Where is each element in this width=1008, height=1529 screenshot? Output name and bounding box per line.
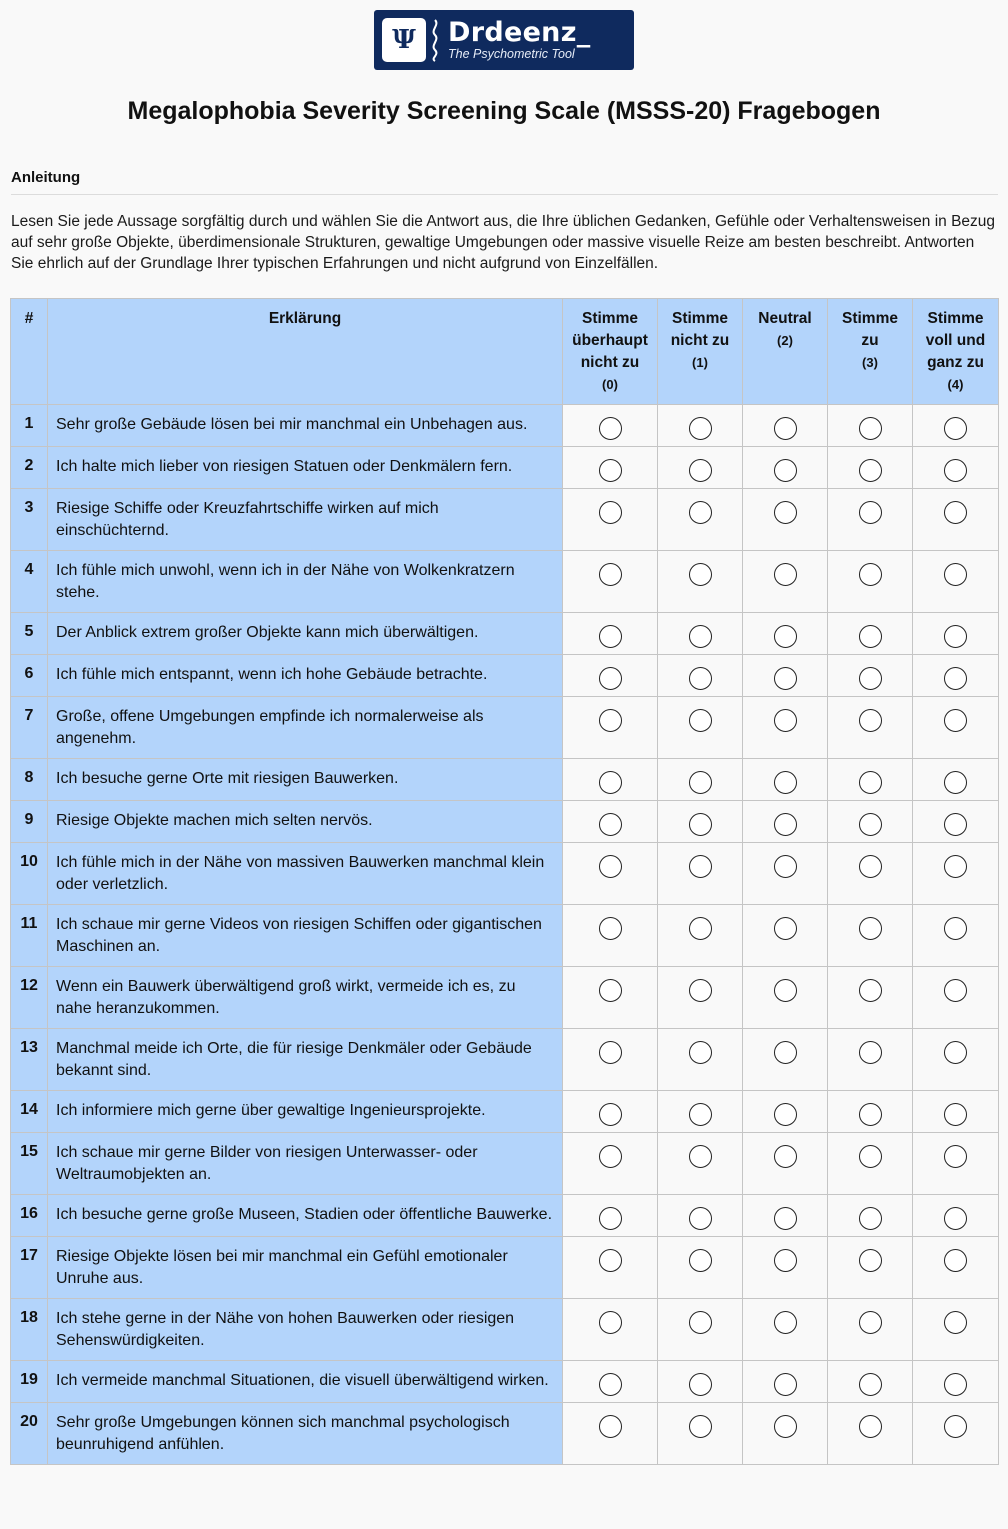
option-cell <box>658 843 743 905</box>
item-statement: Der Anblick extrem großer Objekte kann mich überwältigen. <box>48 613 563 655</box>
answer-radio-2[interactable] <box>774 771 797 794</box>
option-cell <box>743 905 828 967</box>
answer-radio-4[interactable] <box>944 1415 967 1438</box>
item-number: 10 <box>11 843 48 905</box>
table-body <box>11 405 999 1465</box>
option-cell <box>913 967 999 1029</box>
option-cell <box>913 1091 999 1133</box>
item-statement: Ich stehe gerne in der Nähe von hohen Bauwerken oder riesigen Sehenswürdigkeiten. <box>48 1299 563 1361</box>
header-option-label: Stimme überhaupt nicht zu <box>572 310 648 371</box>
option-cell <box>563 967 658 1029</box>
answer-radio-3[interactable] <box>859 459 882 482</box>
answer-radio-1[interactable] <box>689 1145 712 1168</box>
answer-radio-3[interactable] <box>859 979 882 1002</box>
header-option-2 <box>743 299 828 405</box>
answer-radio-4[interactable] <box>944 979 967 1002</box>
answer-radio-0[interactable] <box>599 667 622 690</box>
answer-radio-3[interactable] <box>859 1207 882 1230</box>
answer-radio-4[interactable] <box>944 1103 967 1126</box>
answer-radio-3[interactable] <box>859 1249 882 1272</box>
option-cell <box>913 843 999 905</box>
answer-radio-4[interactable] <box>944 813 967 836</box>
answer-radio-4[interactable] <box>944 563 967 586</box>
psi-logo-icon: Ψ <box>382 18 426 62</box>
option-cell <box>913 447 999 489</box>
answer-radio-1[interactable] <box>689 1415 712 1438</box>
answer-radio-0[interactable] <box>599 501 622 524</box>
option-cell <box>743 843 828 905</box>
answer-radio-1[interactable] <box>689 917 712 940</box>
option-cell <box>743 1029 828 1091</box>
item-number: 19 <box>11 1361 48 1403</box>
option-cell <box>913 1195 999 1237</box>
item-statement: Riesige Schiffe oder Kreuzfahrtschiffe wirken auf mich einschüchternd. <box>48 489 563 551</box>
table-row <box>11 1029 999 1091</box>
option-cell <box>828 551 913 613</box>
answer-radio-1[interactable] <box>689 459 712 482</box>
answer-radio-3[interactable] <box>859 563 882 586</box>
header-option-score: (1) <box>692 355 708 370</box>
item-statement: Ich vermeide manchmal Situationen, die visuell überwältigend wirken. <box>48 1361 563 1403</box>
answer-radio-0[interactable] <box>599 1249 622 1272</box>
option-cell <box>563 655 658 697</box>
option-cell <box>743 697 828 759</box>
option-cell <box>828 843 913 905</box>
answer-radio-2[interactable] <box>774 1207 797 1230</box>
answer-radio-3[interactable] <box>859 1415 882 1438</box>
option-cell <box>828 1237 913 1299</box>
answer-radio-3[interactable] <box>859 667 882 690</box>
option-cell <box>913 1299 999 1361</box>
option-cell <box>913 489 999 551</box>
option-cell <box>563 801 658 843</box>
answer-radio-0[interactable] <box>599 709 622 732</box>
answer-radio-4[interactable] <box>944 459 967 482</box>
option-cell <box>828 801 913 843</box>
logo-wrap <box>0 0 1008 70</box>
header-option-score: (2) <box>777 333 793 348</box>
option-cell <box>658 405 743 447</box>
answer-radio-1[interactable] <box>689 417 712 440</box>
answer-radio-4[interactable] <box>944 625 967 648</box>
item-number: 12 <box>11 967 48 1029</box>
option-cell <box>658 1029 743 1091</box>
answer-radio-2[interactable] <box>774 1311 797 1334</box>
answer-radio-1[interactable] <box>689 1103 712 1126</box>
table-row <box>11 489 999 551</box>
item-statement: Ich informiere mich gerne über gewaltige Ingenieursprojekte. <box>48 1091 563 1133</box>
answer-radio-3[interactable] <box>859 771 882 794</box>
answer-radio-0[interactable] <box>599 1145 622 1168</box>
item-number: 13 <box>11 1029 48 1091</box>
item-statement: Riesige Objekte lösen bei mir manchmal ein Gefühl emotionaler Unruhe aus. <box>48 1237 563 1299</box>
option-cell <box>563 1361 658 1403</box>
option-cell <box>913 1029 999 1091</box>
option-cell <box>658 1237 743 1299</box>
answer-radio-1[interactable] <box>689 625 712 648</box>
answer-radio-4[interactable] <box>944 917 967 940</box>
table-row <box>11 801 999 843</box>
option-cell <box>743 447 828 489</box>
answer-radio-3[interactable] <box>859 1145 882 1168</box>
answer-radio-2[interactable] <box>774 1249 797 1272</box>
option-cell <box>743 655 828 697</box>
answer-radio-4[interactable] <box>944 855 967 878</box>
option-cell <box>828 613 913 655</box>
header-option-score: (0) <box>602 377 618 392</box>
answer-radio-2[interactable] <box>774 979 797 1002</box>
option-cell <box>743 1133 828 1195</box>
option-cell <box>828 697 913 759</box>
answer-radio-3[interactable] <box>859 709 882 732</box>
option-cell <box>658 1361 743 1403</box>
option-cell <box>658 697 743 759</box>
answer-radio-2[interactable] <box>774 1415 797 1438</box>
page-title: Megalophobia Severity Screening Scale (MSSS-20) Fragebogen <box>127 97 881 125</box>
item-number: 3 <box>11 489 48 551</box>
option-cell <box>563 447 658 489</box>
answer-radio-0[interactable] <box>599 979 622 1002</box>
option-cell <box>563 1237 658 1299</box>
answer-radio-0[interactable] <box>599 459 622 482</box>
option-cell <box>563 697 658 759</box>
answer-radio-2[interactable] <box>774 1041 797 1064</box>
questionnaire-table <box>10 298 999 1465</box>
option-cell <box>658 1195 743 1237</box>
item-number: 9 <box>11 801 48 843</box>
answer-radio-2[interactable] <box>774 417 797 440</box>
item-statement: Ich fühle mich unwohl, wenn ich in der Nähe von Wolkenkratzern stehe. <box>48 551 563 613</box>
option-cell <box>743 1299 828 1361</box>
table-row <box>11 405 999 447</box>
option-cell <box>563 1195 658 1237</box>
option-cell <box>563 613 658 655</box>
answer-radio-4[interactable] <box>944 417 967 440</box>
brand-tagline: The Psychometric Tool <box>448 47 575 62</box>
answer-radio-0[interactable] <box>599 1311 622 1334</box>
option-cell <box>563 1091 658 1133</box>
option-cell <box>743 551 828 613</box>
option-cell <box>658 447 743 489</box>
option-cell <box>913 613 999 655</box>
table-row <box>11 1403 999 1465</box>
option-cell <box>913 1403 999 1465</box>
table-row <box>11 759 999 801</box>
answer-radio-3[interactable] <box>859 625 882 648</box>
option-cell <box>743 967 828 1029</box>
item-number: 14 <box>11 1091 48 1133</box>
option-cell <box>828 447 913 489</box>
answer-radio-3[interactable] <box>859 1311 882 1334</box>
item-statement: Große, offene Umgebungen empfinde ich normalerweise als angenehm. <box>48 697 563 759</box>
option-cell <box>913 1133 999 1195</box>
item-statement: Sehr große Gebäude lösen bei mir manchmal ein Unbehagen aus. <box>48 405 563 447</box>
answer-radio-2[interactable] <box>774 459 797 482</box>
answer-radio-0[interactable] <box>599 1041 622 1064</box>
answer-radio-2[interactable] <box>774 563 797 586</box>
option-cell <box>913 405 999 447</box>
answer-radio-2[interactable] <box>774 709 797 732</box>
squiggle-icon <box>428 18 442 62</box>
option-cell <box>828 759 913 801</box>
item-statement: Ich fühle mich entspannt, wenn ich hohe Gebäude betrachte. <box>48 655 563 697</box>
instructions-heading: Anleitung <box>11 169 998 195</box>
answer-radio-0[interactable] <box>599 1373 622 1396</box>
option-cell <box>743 801 828 843</box>
option-cell <box>658 489 743 551</box>
table-row <box>11 613 999 655</box>
option-cell <box>743 489 828 551</box>
option-cell <box>743 759 828 801</box>
option-cell <box>743 1091 828 1133</box>
answer-radio-1[interactable] <box>689 667 712 690</box>
answer-radio-4[interactable] <box>944 771 967 794</box>
answer-radio-0[interactable] <box>599 1415 622 1438</box>
header-option-label: Stimme voll und ganz zu <box>925 310 986 371</box>
option-cell <box>743 1195 828 1237</box>
item-number: 1 <box>11 405 48 447</box>
table-row <box>11 1299 999 1361</box>
header-option-label: Neutral <box>758 310 812 327</box>
option-cell <box>658 1403 743 1465</box>
item-number: 15 <box>11 1133 48 1195</box>
header-statement: Erklärung <box>48 299 563 405</box>
option-cell <box>913 697 999 759</box>
item-number: 11 <box>11 905 48 967</box>
option-cell <box>828 1299 913 1361</box>
answer-radio-1[interactable] <box>689 1373 712 1396</box>
brand-logo <box>374 10 634 70</box>
option-cell <box>658 1091 743 1133</box>
option-cell <box>563 759 658 801</box>
answer-radio-2[interactable] <box>774 1373 797 1396</box>
option-cell <box>828 967 913 1029</box>
option-cell <box>828 1091 913 1133</box>
answer-radio-1[interactable] <box>689 501 712 524</box>
item-number: 16 <box>11 1195 48 1237</box>
item-number: 4 <box>11 551 48 613</box>
option-cell <box>743 1361 828 1403</box>
option-cell <box>658 551 743 613</box>
header-option-score: (4) <box>947 377 964 392</box>
option-cell <box>913 759 999 801</box>
answer-radio-4[interactable] <box>944 1311 967 1334</box>
answer-radio-0[interactable] <box>599 813 622 836</box>
option-cell <box>658 801 743 843</box>
item-number: 2 <box>11 447 48 489</box>
answer-radio-3[interactable] <box>859 917 882 940</box>
answer-radio-3[interactable] <box>859 1041 882 1064</box>
header-option-score: (3) <box>862 355 878 370</box>
option-cell <box>913 1237 999 1299</box>
option-cell <box>828 1133 913 1195</box>
item-statement: Ich schaue mir gerne Bilder von riesigen Unterwasser- oder Weltraumobjekten an. <box>48 1133 563 1195</box>
item-statement: Manchmal meide ich Orte, die für riesige Denkmäler oder Gebäude bekannt sind. <box>48 1029 563 1091</box>
header-option-4 <box>913 299 999 405</box>
option-cell <box>828 1361 913 1403</box>
brand-text <box>448 19 591 61</box>
item-number: 5 <box>11 613 48 655</box>
item-number: 17 <box>11 1237 48 1299</box>
answer-radio-4[interactable] <box>944 1041 967 1064</box>
answer-radio-0[interactable] <box>599 917 622 940</box>
item-statement: Ich halte mich lieber von riesigen Statuen oder Denkmälern fern. <box>48 447 563 489</box>
answer-radio-4[interactable] <box>944 667 967 690</box>
table-row <box>11 447 999 489</box>
answer-radio-3[interactable] <box>859 501 882 524</box>
answer-radio-0[interactable] <box>599 563 622 586</box>
table-row <box>11 1195 999 1237</box>
item-number: 6 <box>11 655 48 697</box>
answer-radio-1[interactable] <box>689 813 712 836</box>
answer-radio-1[interactable] <box>689 563 712 586</box>
header-option-0 <box>563 299 658 405</box>
brand-name: Drdeenz_ <box>448 17 591 49</box>
answer-radio-4[interactable] <box>944 501 967 524</box>
table-row <box>11 905 999 967</box>
option-cell <box>743 405 828 447</box>
answer-radio-0[interactable] <box>599 1103 622 1126</box>
option-cell <box>913 801 999 843</box>
header-option-label: Stimme nicht zu <box>670 310 730 349</box>
table-row <box>11 843 999 905</box>
item-statement: Ich schaue mir gerne Videos von riesigen Schiffen oder gigantischen Maschinen an. <box>48 905 563 967</box>
option-cell <box>563 843 658 905</box>
option-cell <box>828 905 913 967</box>
item-number: 8 <box>11 759 48 801</box>
option-cell <box>563 551 658 613</box>
answer-radio-1[interactable] <box>689 1311 712 1334</box>
answer-radio-2[interactable] <box>774 1103 797 1126</box>
option-cell <box>828 1195 913 1237</box>
answer-radio-0[interactable] <box>599 417 622 440</box>
answer-radio-1[interactable] <box>689 1207 712 1230</box>
item-number: 18 <box>11 1299 48 1361</box>
header-number: # <box>11 299 48 405</box>
answer-radio-1[interactable] <box>689 771 712 794</box>
answer-radio-0[interactable] <box>599 625 622 648</box>
option-cell <box>743 613 828 655</box>
item-statement: Riesige Objekte machen mich selten nervös. <box>48 801 563 843</box>
option-cell <box>913 905 999 967</box>
option-cell <box>563 405 658 447</box>
table-header-row <box>11 299 999 405</box>
item-statement: Wenn ein Bauwerk überwältigend groß wirkt, vermeide ich es, zu nahe heranzukommen. <box>48 967 563 1029</box>
option-cell <box>658 967 743 1029</box>
option-cell <box>563 489 658 551</box>
table-row <box>11 697 999 759</box>
answer-radio-1[interactable] <box>689 1249 712 1272</box>
answer-radio-4[interactable] <box>944 1145 967 1168</box>
option-cell <box>658 1133 743 1195</box>
answer-radio-1[interactable] <box>689 855 712 878</box>
option-cell <box>658 655 743 697</box>
answer-radio-1[interactable] <box>689 709 712 732</box>
option-cell <box>563 1403 658 1465</box>
answer-radio-2[interactable] <box>774 625 797 648</box>
answer-radio-2[interactable] <box>774 501 797 524</box>
option-cell <box>563 1029 658 1091</box>
answer-radio-2[interactable] <box>774 917 797 940</box>
answer-radio-0[interactable] <box>599 855 622 878</box>
header-option-label: Stimme zu <box>842 310 898 349</box>
item-number: 20 <box>11 1403 48 1465</box>
table-row <box>11 655 999 697</box>
option-cell <box>563 905 658 967</box>
option-cell <box>828 1029 913 1091</box>
option-cell <box>743 1403 828 1465</box>
answer-radio-3[interactable] <box>859 1103 882 1126</box>
option-cell <box>828 405 913 447</box>
header-option-1 <box>658 299 743 405</box>
answer-radio-3[interactable] <box>859 855 882 878</box>
answer-radio-1[interactable] <box>689 1041 712 1064</box>
answer-radio-2[interactable] <box>774 813 797 836</box>
option-cell <box>563 1133 658 1195</box>
answer-radio-2[interactable] <box>774 1145 797 1168</box>
table-row <box>11 967 999 1029</box>
table-row <box>11 1237 999 1299</box>
instructions-text: Lesen Sie jede Aussage sorgfältig durch und wählen Sie die Antwort aus, die Ihre üblichen Gedanken, Gefühle oder Verhaltensweisen in Bezug auf sehr große Objekte, überdimensionale Strukturen, gewaltige Umgebungen oder massive visuelle Reize am besten beschreibt. Antworten Sie ehrlich auf der Grundlage Ihrer typischen Erfahrungen und nicht aufgrund von Einzelfällen. <box>11 213 996 272</box>
answer-radio-4[interactable] <box>944 1207 967 1230</box>
answer-radio-4[interactable] <box>944 709 967 732</box>
item-statement: Sehr große Umgebungen können sich manchmal psychologisch beunruhigend anfühlen. <box>48 1403 563 1465</box>
option-cell <box>658 613 743 655</box>
answer-radio-4[interactable] <box>944 1249 967 1272</box>
answer-radio-0[interactable] <box>599 771 622 794</box>
table-row <box>11 1091 999 1133</box>
item-statement: Ich fühle mich in der Nähe von massiven Bauwerken manchmal klein oder verletzlich. <box>48 843 563 905</box>
option-cell <box>828 655 913 697</box>
answer-radio-3[interactable] <box>859 417 882 440</box>
item-statement: Ich besuche gerne große Museen, Stadien oder öffentliche Bauwerke. <box>48 1195 563 1237</box>
table-row <box>11 1133 999 1195</box>
option-cell <box>913 1361 999 1403</box>
option-cell <box>743 1237 828 1299</box>
item-number: 7 <box>11 697 48 759</box>
option-cell <box>658 759 743 801</box>
item-statement: Ich besuche gerne Orte mit riesigen Bauwerken. <box>48 759 563 801</box>
option-cell <box>658 905 743 967</box>
answer-radio-3[interactable] <box>859 1373 882 1396</box>
answer-radio-2[interactable] <box>774 667 797 690</box>
answer-radio-2[interactable] <box>774 855 797 878</box>
answer-radio-0[interactable] <box>599 1207 622 1230</box>
table-row <box>11 1361 999 1403</box>
option-cell <box>658 1299 743 1361</box>
option-cell <box>828 489 913 551</box>
answer-radio-1[interactable] <box>689 979 712 1002</box>
option-cell <box>563 1299 658 1361</box>
option-cell <box>913 551 999 613</box>
header-option-3 <box>828 299 913 405</box>
answer-radio-3[interactable] <box>859 813 882 836</box>
option-cell <box>913 655 999 697</box>
table-row <box>11 551 999 613</box>
answer-radio-4[interactable] <box>944 1373 967 1396</box>
option-cell <box>828 1403 913 1465</box>
